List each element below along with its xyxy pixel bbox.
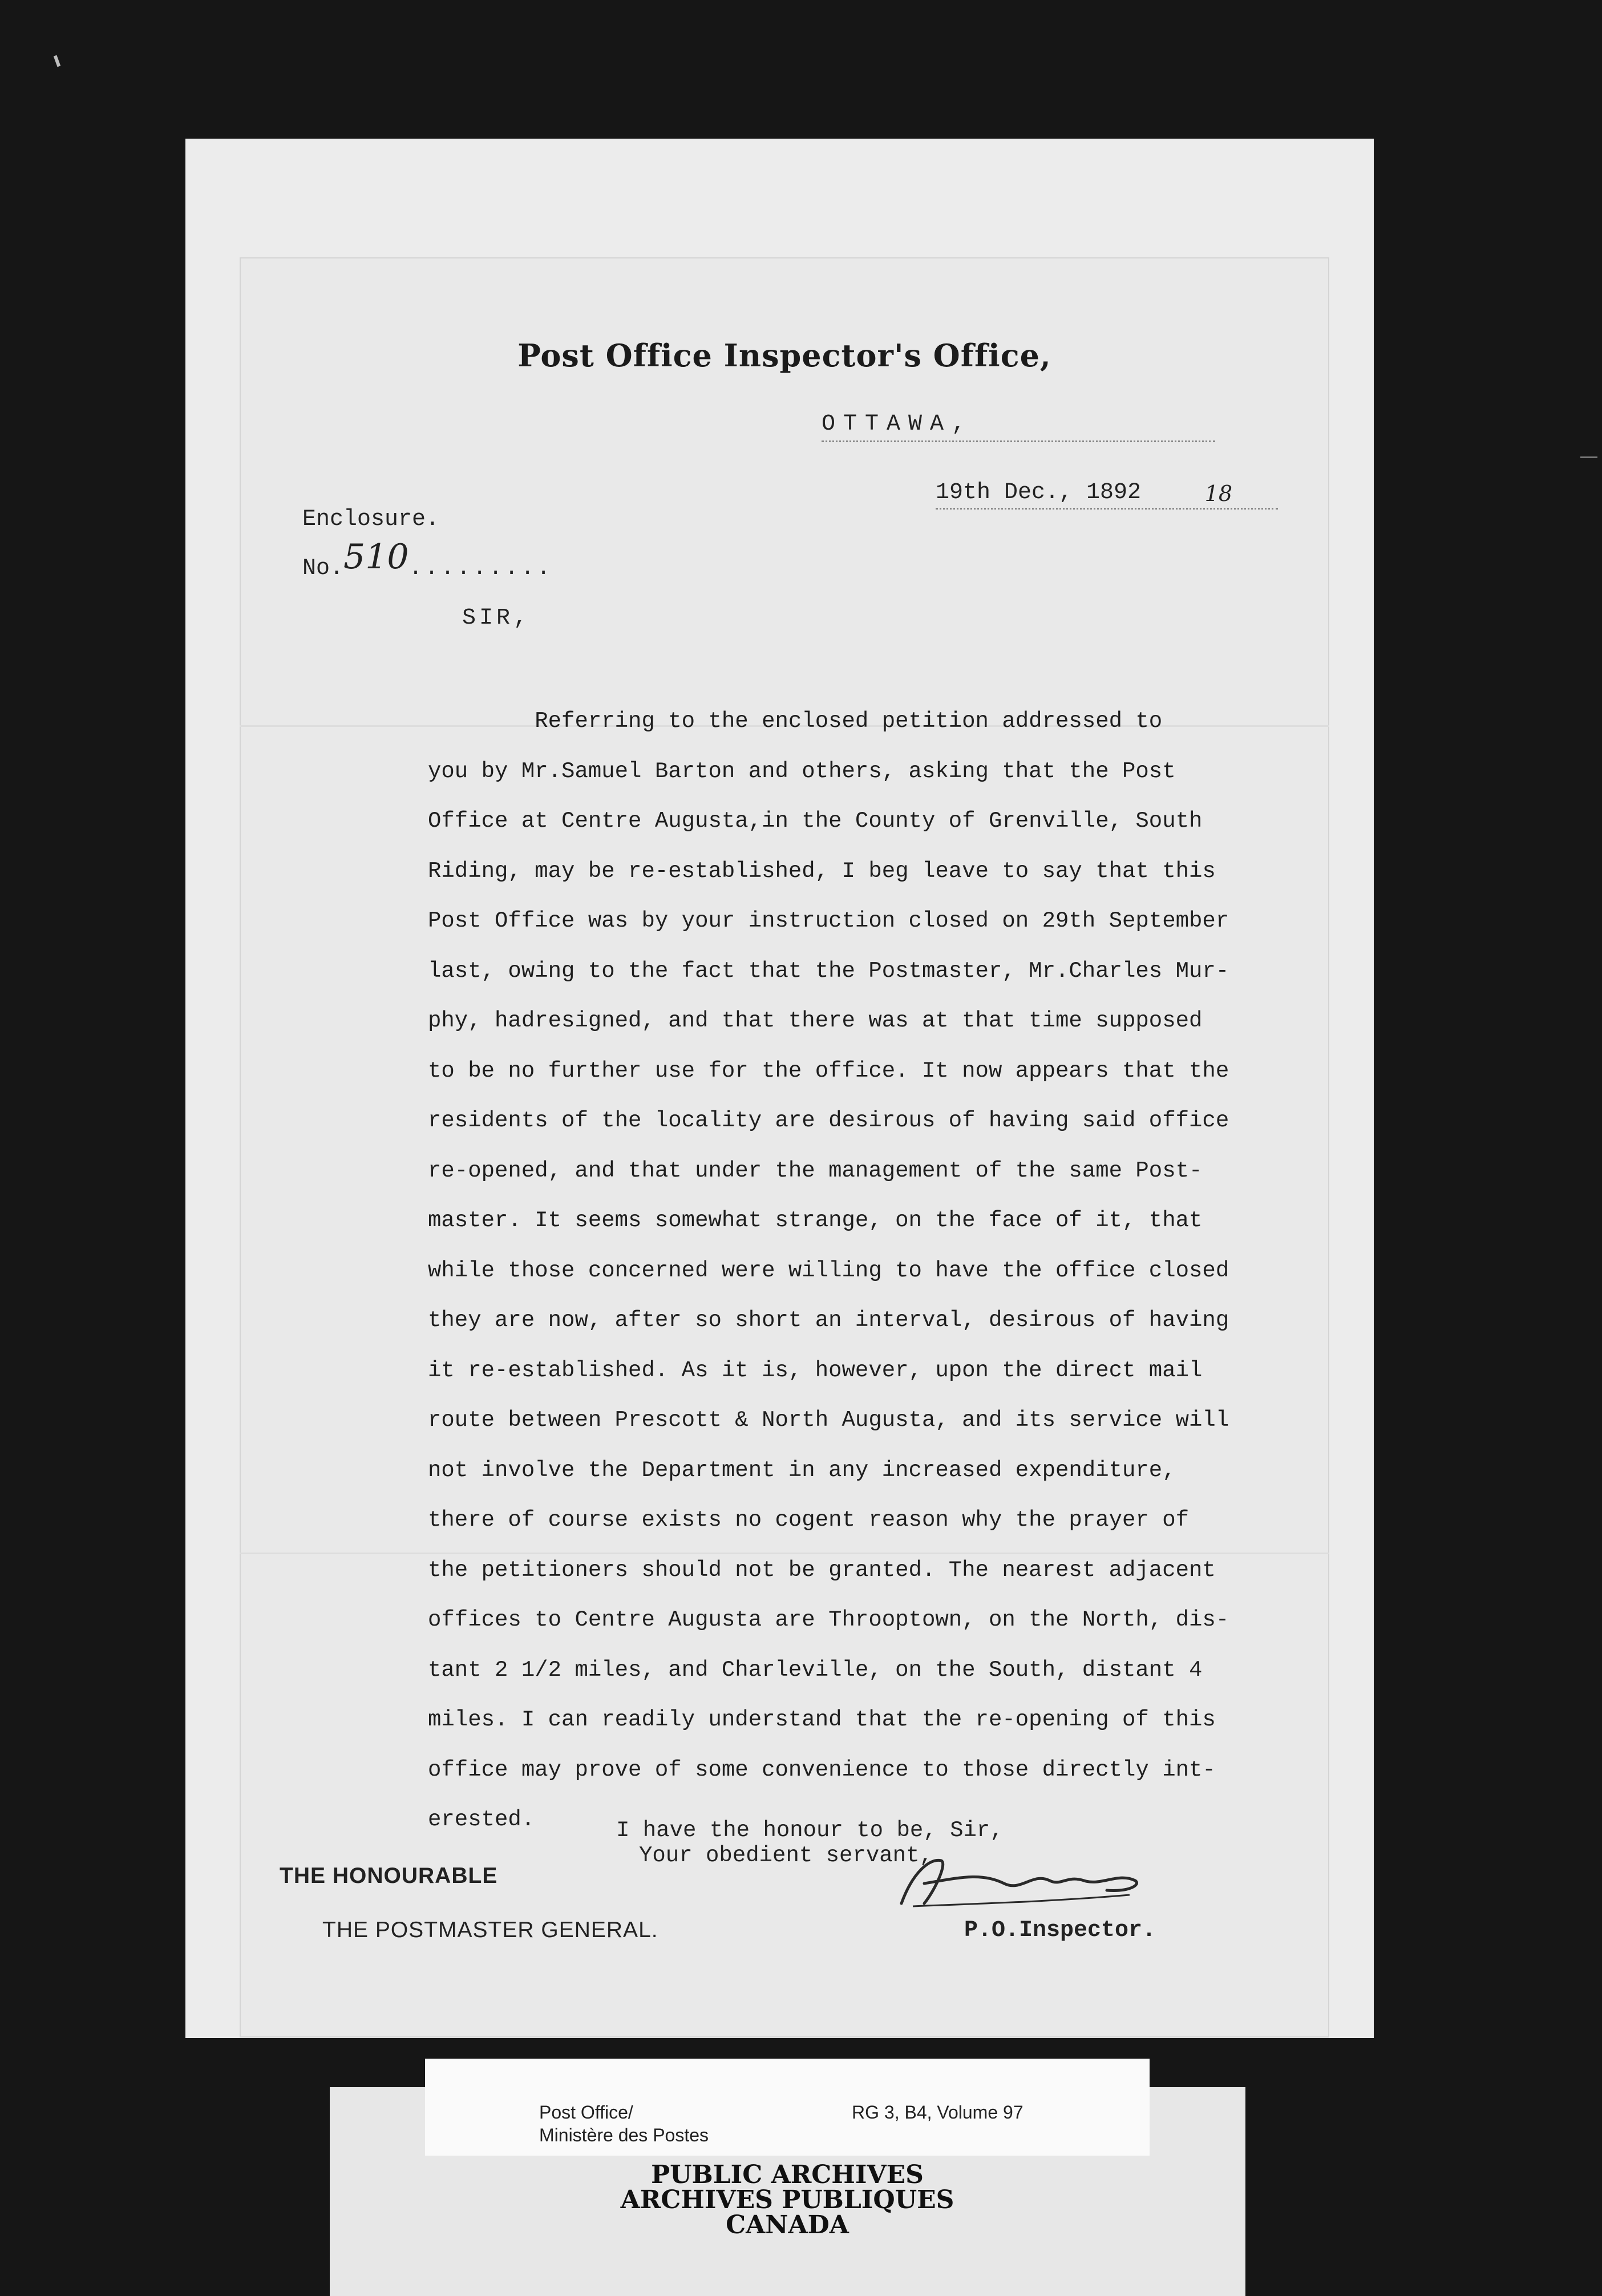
body-line: last, owing to the fact that the Postmaster, Mr.Charles Mur- (428, 958, 1229, 984)
body-line: the petitioners should not be granted. The nearest adjacent (428, 1557, 1216, 1583)
body-line: office may prove of some convenience to those directly int- (428, 1757, 1216, 1782)
body-line: to be no further use for the office. It now appears that the (428, 1058, 1229, 1084)
body-line: Office at Centre Augusta,in the County of Grenville, South (428, 809, 1203, 834)
archive-department-french: Ministère des Postes (539, 2125, 709, 2145)
archive-stamp (571, 2162, 1004, 2238)
archive-department: Post Office/ (539, 2102, 633, 2123)
recipient-line: THE POSTMASTER GENERAL. (322, 1918, 658, 1942)
city-line: OTTAWA, (822, 411, 1215, 442)
archive-label-card (425, 2059, 1150, 2156)
enclosure-no-label: No. (302, 556, 344, 581)
stamp-line: ARCHIVES PUBLIQUES (620, 2185, 954, 2214)
enclosure-dots: ......... (408, 556, 553, 581)
enclosure-number-line (302, 537, 553, 583)
body-line: miles. I can readily understand that the re-opening of this (428, 1707, 1216, 1732)
body-line: Post Office was by your instruction closed on 29th September (428, 908, 1229, 933)
body-line: you by Mr.Samuel Barton and others, asking that the Post (428, 758, 1176, 784)
closing-line: I have the honour to be, Sir, (616, 1818, 1004, 1843)
body-line: master. It seems somewhat strange, on the face of it, that (428, 1208, 1203, 1233)
body-line: Riding, may be re-established, I beg leave to say that this (428, 858, 1216, 884)
letter-body (428, 697, 1238, 1845)
recipient-line: THE HONOURABLE (280, 1864, 498, 1888)
stamp-line: PUBLIC ARCHIVES (651, 2160, 924, 2189)
closing-line: Your obedient servant, (639, 1843, 933, 1868)
letterhead: Post Office Inspector's Office, (517, 337, 1051, 374)
body-line: not involve the Department in any increased expenditure, (428, 1457, 1176, 1483)
body-line: erested. (428, 1807, 535, 1832)
body-line: they are now, after so short an interval, desirous of having (428, 1308, 1229, 1333)
body-line: route between Prescott & North Augusta, and its service will (428, 1408, 1229, 1433)
scan-edge-mark (1580, 456, 1597, 458)
salutation: SIR, (462, 605, 531, 631)
body-line: re-opened, and that under the management of the same Post- (428, 1158, 1203, 1183)
date-year-suffix: 18 (1204, 481, 1232, 506)
body-line: residents of the locality are desirous of having said office (428, 1108, 1229, 1133)
signature-title: P.O.Inspector. (964, 1918, 1156, 1943)
body-line: it re-established. As it is, however, upon the direct mail (428, 1357, 1203, 1383)
date-line (936, 480, 1278, 510)
archive-reference: RG 3, B4, Volume 97 (852, 2102, 1024, 2123)
body-line: phy, hadresigned, and that there was at that time supposed (428, 1008, 1203, 1033)
body-line: while those concerned were willing to have the office closed (428, 1258, 1229, 1283)
stamp-line: CANADA (726, 2210, 849, 2240)
body-line: offices to Centre Augusta are Throoptown, on the North, dis- (428, 1607, 1229, 1632)
letter-date: 19th Dec., 1892 (936, 480, 1142, 506)
body-line: Referring to the enclosed petition addressed to (428, 709, 1163, 734)
letter-page (240, 257, 1329, 2038)
enclosure-label: Enclosure. (302, 507, 440, 532)
enclosure-number-handwritten: 510 (343, 537, 409, 577)
body-line: there of course exists no cogent reason why the prayer of (428, 1507, 1190, 1533)
scan-speck (54, 55, 60, 67)
body-line: tant 2 1/2 miles, and Charleville, on the South, distant 4 (428, 1657, 1203, 1683)
handwritten-signature (890, 1849, 1147, 1918)
